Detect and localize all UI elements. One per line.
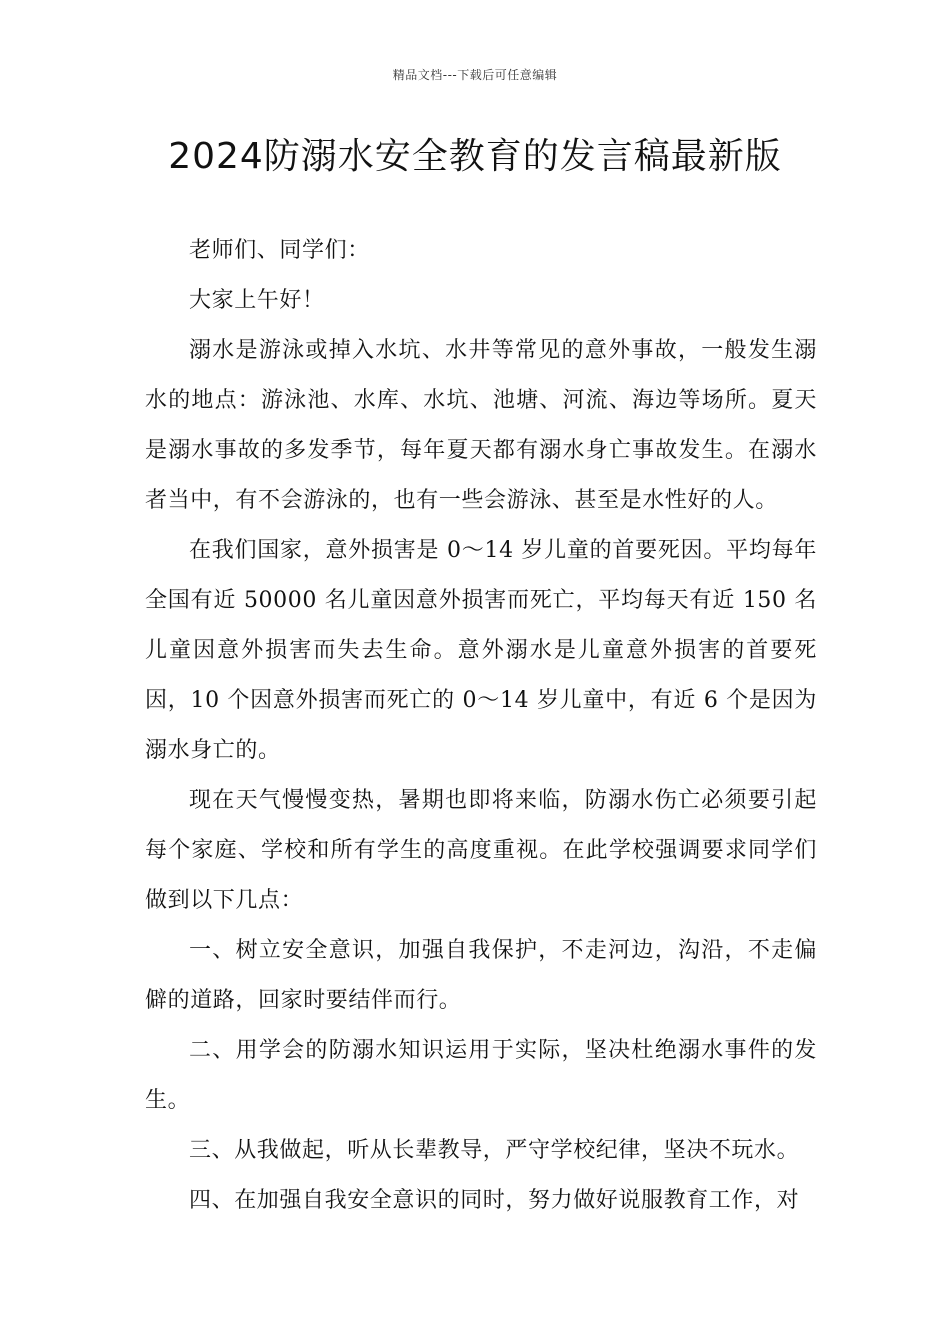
header-note: 精品文档---下载后可任意编辑 (392, 68, 558, 82)
list-item: 一、树立安全意识，加强自我保护，不走河边，沟沿，不走偏僻的道路，回家时要结伴而行。 (145, 938, 817, 1013)
list-item: 三、从我做起，听从长辈教导，严守学校纪律，坚决不玩水。 (189, 1138, 800, 1163)
paragraph-greeting: 老师们、同学们： (189, 238, 370, 263)
paragraph: 现在天气慢慢变热，暑期也即将来临，防溺水伤亡必须要引起每个家庭、学校和所有学生的高度重视。在此学校强调要求同学们做到以下几点： (145, 788, 817, 913)
document-title: 2024防溺水安全教育的发言稿最新版 (168, 136, 782, 177)
list-item: 四、在加强自我安全意识的同时，努力做好说服教育工作，对 (189, 1188, 800, 1213)
paragraph: 在我们国家，意外损害是 0～14 岁儿童的首要死因。平均每年全国有近 50000 名儿童因意外损害而死亡，平均每天有近 150 名儿童因意外损害而失去生命。意外溺水是儿童意外损害的首要死因，10 个因意外损害而死亡的 0～14 岁儿童中，有近 6 个是因为溺水身亡的。 (145, 538, 817, 763)
document-body (145, 226, 817, 1226)
paragraph: 溺水是游泳或掉入水坑、水井等常见的意外事故，一般发生溺水的地点：游泳池、水库、水坑、池塘、河流、海边等场所。夏天是溺水事故的多发季节，每年夏天都有溺水身亡事故发生。在溺水者当中，有不会游泳的，也有一些会游泳、甚至是水性好的人。 (145, 338, 817, 513)
list-item: 二、用学会的防溺水知识运用于实际，坚决杜绝溺水事件的发生。 (145, 1038, 817, 1113)
paragraph-salutation: 大家上午好！ (189, 288, 325, 313)
